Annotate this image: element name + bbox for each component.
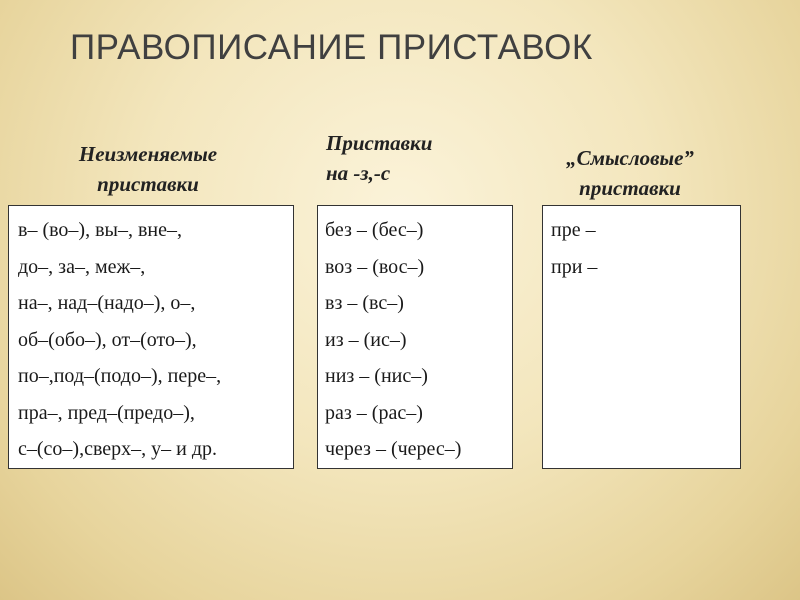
prefix-box-unchangeable <box>8 205 294 469</box>
prefix-line: пре – <box>551 219 596 241</box>
prefix-line: воз – (вос–) <box>325 255 425 278</box>
column-header-line: Неизменяемые <box>78 142 218 166</box>
prefix-box-z-s <box>317 205 513 469</box>
column-header-line: приставки <box>579 176 681 200</box>
prefix-line: по–,под–(подо–), пере–, <box>18 365 222 387</box>
prefix-line: без – (бес–) <box>325 219 424 241</box>
prefix-line: через – (черес–) <box>325 438 462 460</box>
column-header-line: Приставки <box>326 131 433 155</box>
prefix-line: вз – (вс–) <box>325 292 404 314</box>
column-header-line: на -з,-с <box>326 161 391 185</box>
prefix-line: раз – (рас–) <box>325 401 423 424</box>
slide-title: ПРАВОПИСАНИЕ ПРИСТАВОК <box>70 28 593 67</box>
prefix-line: до–, за–, меж–, <box>18 255 146 278</box>
prefix-line: с–(со–),сверх–, у– и др. <box>18 438 218 460</box>
column-header-z-s <box>326 128 506 188</box>
column-header-line: приставки <box>97 172 199 196</box>
prefix-line: на–, над–(надо–), о–, <box>18 292 196 314</box>
column-header-unchangeable <box>48 139 248 199</box>
prefix-line: в– (во–), вы–, вне–, <box>18 219 182 241</box>
prefix-line: при – <box>551 255 598 278</box>
prefix-box-semantic <box>542 205 741 469</box>
column-header-line: „Смысловые” <box>566 146 694 170</box>
prefix-line: из – (ис–) <box>325 328 407 351</box>
prefix-line: низ – (нис–) <box>325 365 428 387</box>
prefix-line: пра–, пред–(предо–), <box>18 401 195 424</box>
column-header-semantic <box>530 143 730 203</box>
prefix-line: об–(обо–), от–(ото–), <box>18 328 197 351</box>
